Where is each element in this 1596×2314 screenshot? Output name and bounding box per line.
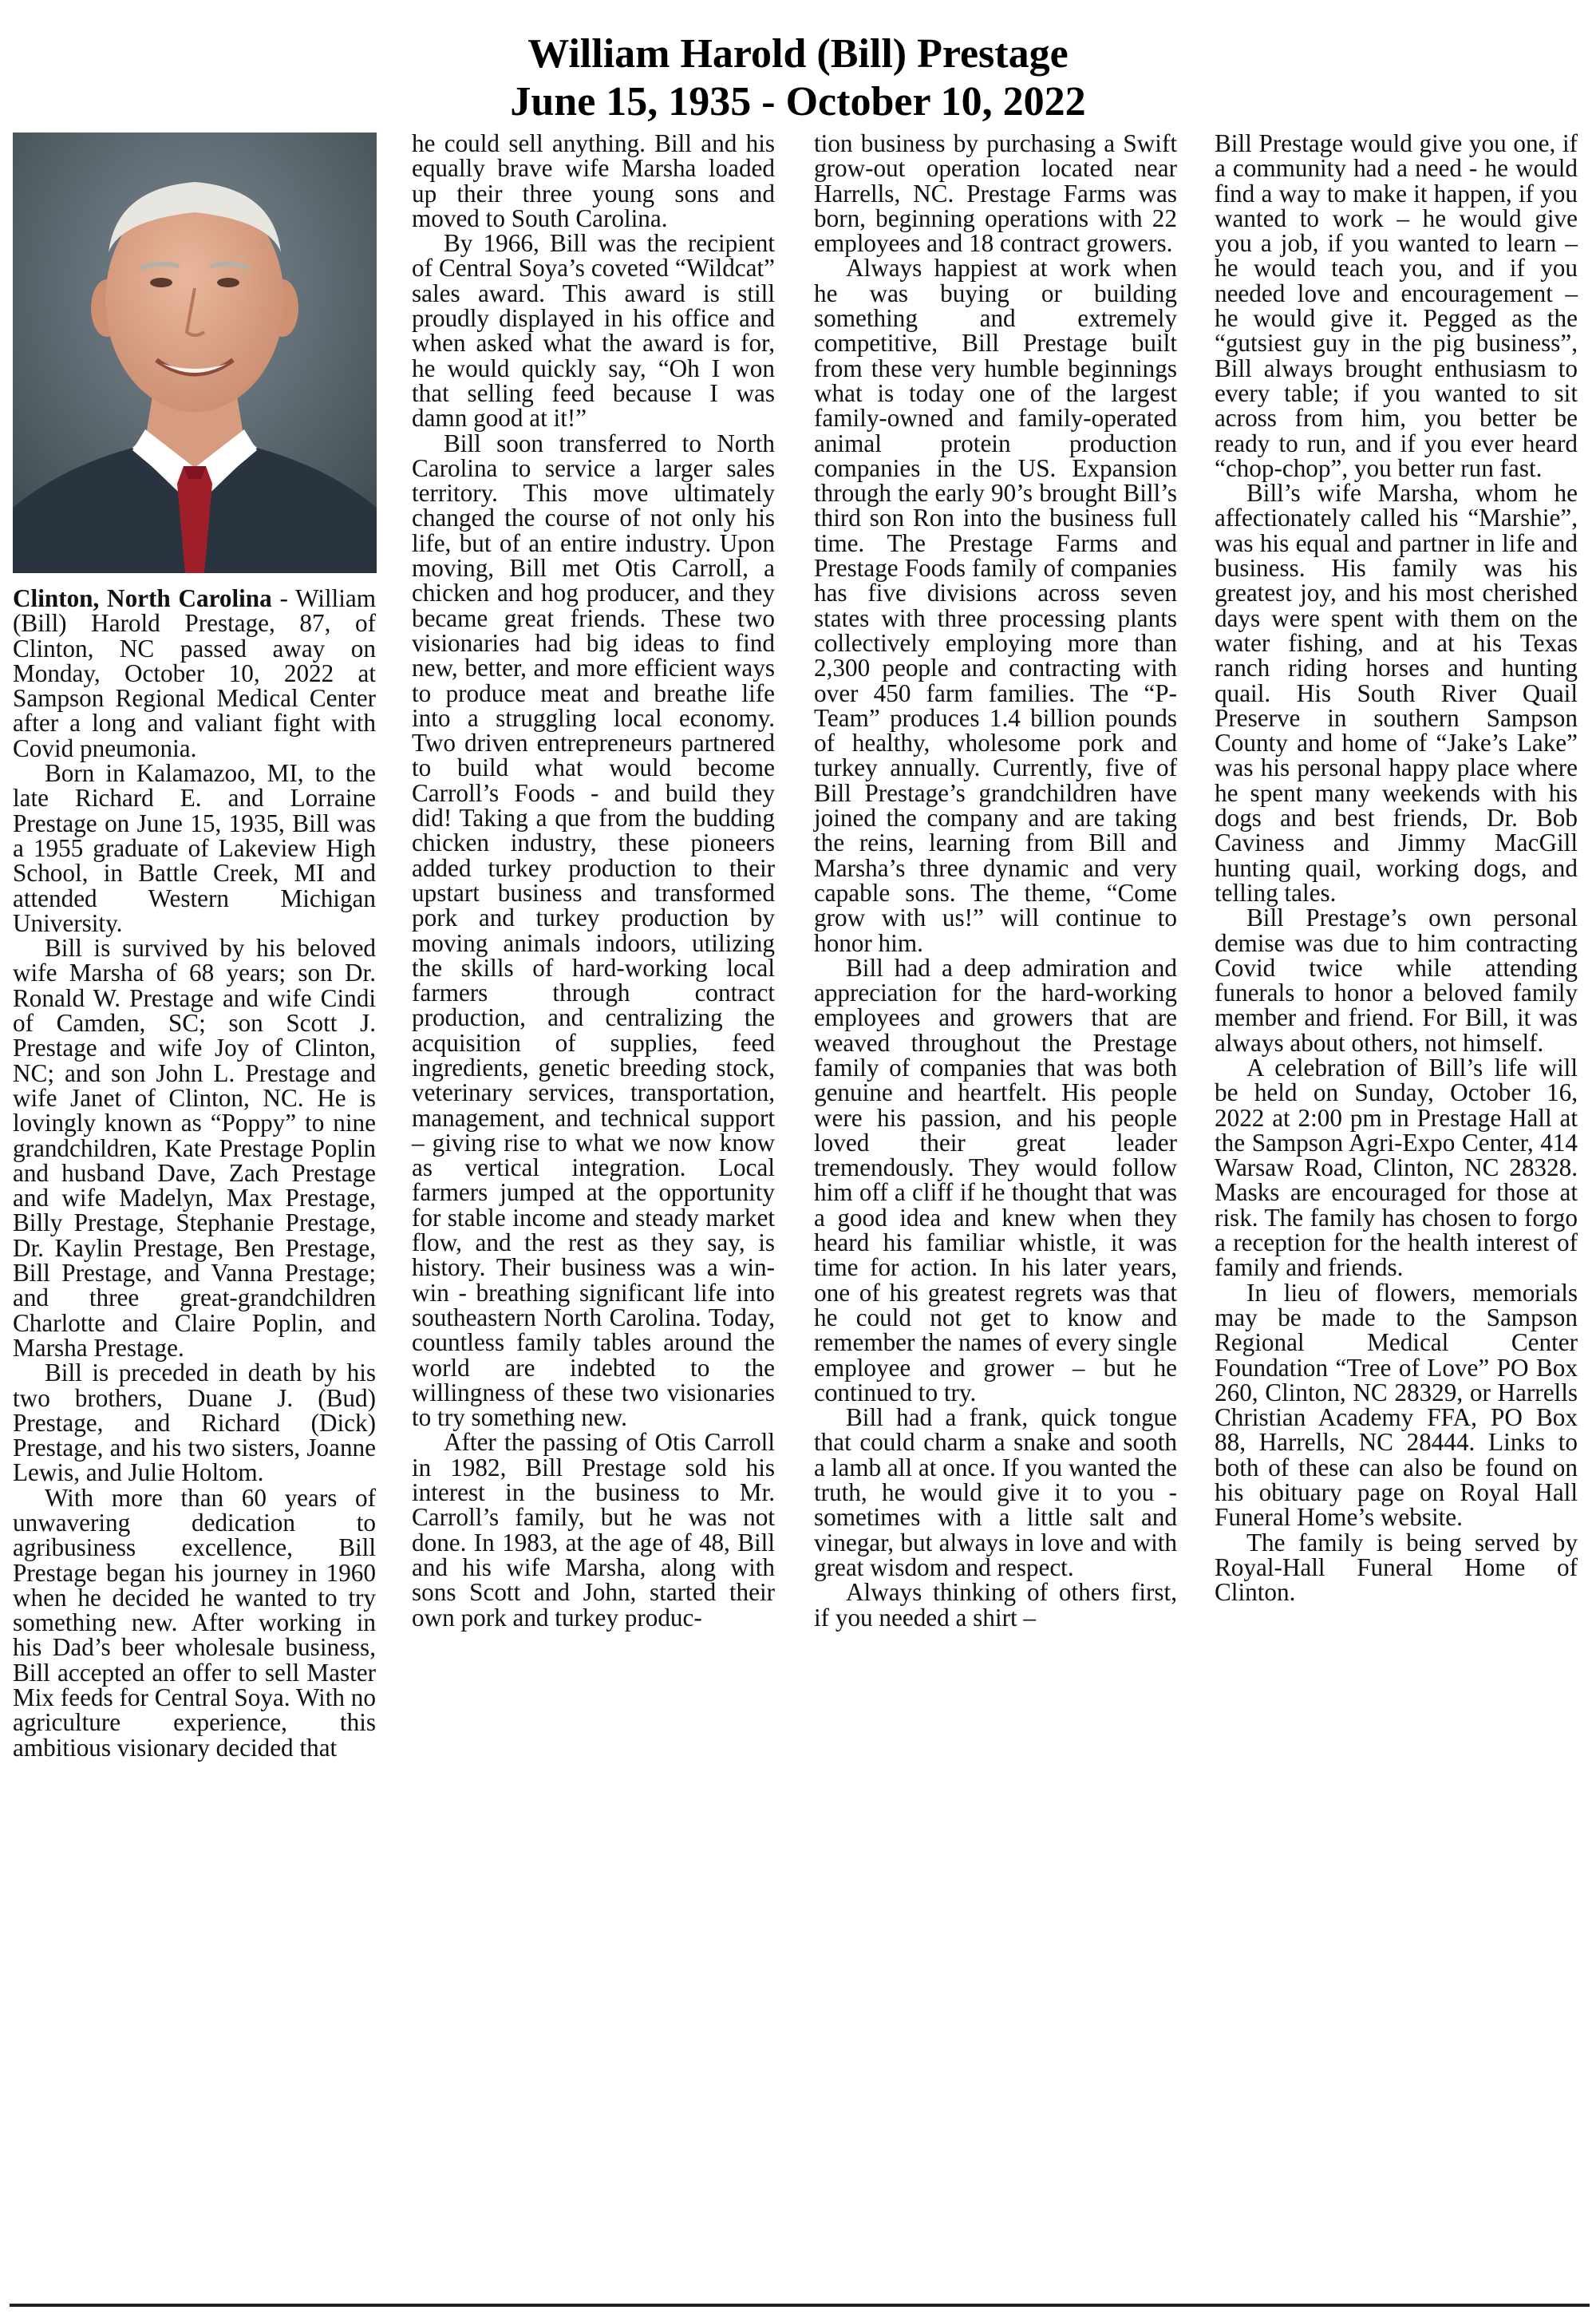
paragraph: In lieu of flowers, memorials may be made to the Sampson Regional Medical Center Foundation “Tree of Love” PO Box 260, Clinton, NC 28329, or Harrells Christian Academy FFA, PO Box 88, Harrells, NC 28444. Links to both of these can also be found on his obituary page on Royal Hall Funeral Home’s website.: [1215, 1278, 1578, 1532]
portrait-illustration: [13, 133, 377, 573]
column-3: [814, 131, 1177, 1630]
paragraph: Bill Prestage would give you one, if a community had a need - he would find a way to make it happen, if you wanted to work – he would give you a job, if you wanted to learn – he would teach you, and if you needed love and encouragement – he would give it. Pegged as the “gutsiest guy in the pig business”, Bill always brought enthusiasm to every table; if you wanted to sit across from him, you better be ready to run, and if you ever heard “chop-chop”, you better run fast.: [1215, 129, 1578, 482]
bottom-rule: [10, 2304, 1590, 2307]
paragraph: Always happiest at work when he was buying or building something and extremely competitive, Bill Prestage built from these very humble beginnings what is today one of the largest family-owned and family-operated animal protein production companies in the US. Expansion through the early 90’s brought Bill’s third son Ron into the business full time. The Prestage Farms and Prestage Foods family of companies has five divisions across seven states with three processing plants collectively employing more than 2,300 people and contracting with over 450 farm families. The “P-Team” produces 1.4 billion pounds of healthy, wholesome pork and turkey annually. Currently, five of Bill Prestage’s grandchildren have joined the company and are taking the reins, learning from Bill and Marsha’s three dynamic and very capable sons. The theme, “Come grow with us!” will continue to honor him.: [814, 254, 1177, 957]
paragraph: A celebration of Bill’s life will be held on Sunday, October 16, 2022 at 2:00 pm in Prestage Hall at the Sampson Agri-Expo Center, 414 Warsaw Road, Clinton, NC 28328. Masks are encouraged for those at risk. The family has chosen to forgo a reception for the health interest of family and friends.: [1215, 1053, 1578, 1282]
paragraph: Born in Kalamazoo, MI, to the late Richard E. and Lorraine Prestage on June 15, 1935, Bill was a 1955 graduate of Lakeview High School, in Battle Creek, MI and attended Western Michigan University.: [13, 759, 376, 937]
paragraph: tion business by purchasing a Swift grow-out operation located near Harrells, NC. Prestage Farms was born, beginning operations with 22 employees and 18 contract growers.: [814, 129, 1177, 258]
paragraph: Bill had a frank, quick tongue that could charm a snake and sooth a lamb all at once. If you wanted the truth, he would give it to you - sometimes with a little salt and vinegar, but always in love and with great wisdom and respect.: [814, 1403, 1177, 1581]
column-2: [412, 131, 775, 1630]
paragraph: Bill is preceded in death by his two brothers, Duane J. (Bud) Prestage, and Richard (Dick) Prestage, and his two sisters, Joanne Lewis, and Julie Holtom.: [13, 1359, 376, 1487]
paragraph: By 1966, Bill was the recipient of Central Soya’s coveted “Wildcat” sales award. This award is still proudly displayed in his office and when asked what the award is for, he would quickly say, “Oh I won that selling feed because I was damn good at it!”: [412, 229, 775, 433]
dateline: Clinton, North Carolina: [13, 584, 272, 612]
column-1: [13, 586, 376, 1760]
paragraph: The family is being served by Royal-Hall Funeral Home of Clinton.: [1215, 1528, 1578, 1607]
paragraph: Bill soon transferred to North Carolina to service a larger sales territory. This move ultimately changed the course of not only his life, but of an entire industry. Upon moving, Bill met Otis Carroll, a chicken and hog producer, and they became great friends. These two visionaries had big ideas to find new, better, and more efficient ways to produce meat and breathe life into a struggling local economy. Two driven entrepreneurs partnered to build what would become Carroll’s Foods - and build they did! Taking a que from the budding chicken industry, these pioneers added turkey production to their upstart business and transformed pork and turkey production by moving animals indoors, utilizing the skills of hard-working local farmers through contract production, and centralizing the acquisition of supplies, feed ingredients, genetic breeding stock, veterinary services, transportation, management, and technical support – giving rise to what we now know as vertical integration. Local farmers jumped at the opportunity for stable income and steady market flow, and the rest as they say, is history. Their business was a win-win - breathing significant life into southeastern North Carolina. Today, countless family tables around the world are indebted to the willingness of these two visionaries to try something new.: [412, 429, 775, 1432]
paragraph: Bill had a deep admiration and appreciation for the hard-working employees and growers that are weaved throughout the Prestage family of companies that was both genuine and heartfelt. His people were his passion, and his people loved their great leader tremendously. They would follow him off a cliff if he thought that was a good idea and knew when they heard his familiar whistle, it was time for action. In his later years, one of his greatest regrets was that he could not get to know and remember the names of every single employee and grower – but he continued to try.: [814, 953, 1177, 1406]
paragraph: he could sell anything. Bill and his equally brave wife Marsha loaded up their three young sons and moved to South Carolina.: [412, 129, 775, 232]
paragraph: Clinton, North Carolina - William (Bill) Harold Prestage, 87, of Clinton, NC passed away on Monday, October 10, 2022 at Sampson Regional Medical Center after a long and valiant fight with Covid pneumonia.: [13, 584, 376, 762]
paragraph: After the passing of Otis Carroll in 1982, Bill Prestage sold his interest in the business to Mr. Carroll’s family, but he was not done. In 1983, at the age of 48, Bill and his wife Marsha, along with sons Scott and John, started their own pork and turkey produc-: [412, 1428, 775, 1632]
portrait-photo: [13, 133, 377, 573]
life-dates: June 15, 1935 - October 10, 2022: [510, 79, 1086, 125]
paragraph: Bill’s wife Marsha, whom he affectionately called his “Marshie”, was his equal and partner in life and business. His family was his greatest joy, and his most cherished days were spent with them on the water fishing, and at his Texas ranch riding horses and hunting quail. His South River Quail Preserve in southern Sampson County and home of “Jake’s Lake” was his personal happy place where he spent many weekends with his dogs and best friends, Dr. Bob Caviness and Jimmy MacGill hunting quail, working dogs, and telling tales.: [1215, 479, 1578, 907]
paragraph: Bill Prestage’s own personal demise was due to him contracting Covid twice while attending funerals to honor a beloved family member and friend. For Bill, it was always about others, not himself.: [1215, 904, 1578, 1057]
paragraph: Always thinking of others first, if you needed a shirt –: [814, 1578, 1177, 1632]
column-4: [1215, 131, 1578, 1605]
obituary-title: [0, 30, 1596, 126]
paragraph: Bill is survived by his beloved wife Marsha of 68 years; son Dr. Ronald W. Prestage and wife Cindi of Camden, SC; son Scott J. Prestage and wife Joy of Clinton, NC; and son John L. Prestage and wife Janet of Clinton, NC. He is lovingly known as “Poppy” to nine grandchildren, Kate Prestage Poplin and husband Dave, Zach Prestage and wife Madelyn, Max Prestage, Billy Prestage, Stephanie Prestage, Dr. Kaylin Prestage, Ben Prestage, Bill Prestage, and Vanna Prestage; and three great-grandchildren Charlotte and Claire Poplin, and Marsha Prestage.: [13, 934, 376, 1362]
paragraph: With more than 60 years of unwavering dedication to agribusiness excellence, Bill Prestage began his journey in 1960 when he decided he wanted to try something new. After working in his Dad’s beer wholesale business, Bill accepted an offer to sell Master Mix feeds for Central Soya. With no agriculture experience, this ambitious visionary decided that: [13, 1483, 376, 1762]
deceased-name: William Harold (Bill) Prestage: [527, 31, 1069, 77]
